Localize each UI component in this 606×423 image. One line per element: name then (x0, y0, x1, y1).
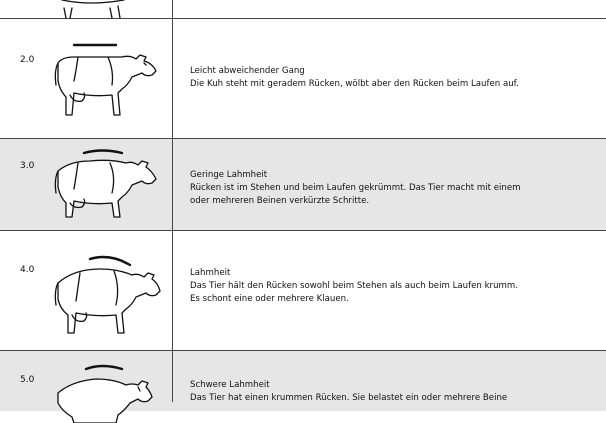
description-score-4 (190, 267, 518, 307)
description-score-3 (190, 169, 521, 209)
cow-strongly-arched-back-icon (52, 363, 152, 423)
description-line: Rücken ist im Stehen und beim Laufen gekrümmt. Das Tier macht mit einem (190, 183, 521, 194)
table-row-score-5 (0, 351, 606, 411)
description-line: Das Tier hält den Rücken sowohl beim Stehen als auch beim Laufen krumm. (190, 281, 519, 292)
table-row-score-4 (0, 231, 606, 351)
description-score-5 (190, 379, 507, 405)
column-divider (172, 0, 173, 402)
table-row-score-1 (0, 0, 606, 19)
description-title: Geringe Lahmheit (190, 170, 268, 180)
cow-partial-icon (60, 0, 130, 20)
description-title: Lahmheit (190, 268, 231, 278)
description-line: oder mehreren Beinen verkürzte Schritte. (190, 196, 370, 207)
score-label: 2.0 (20, 55, 35, 65)
description-score-2 (190, 65, 519, 91)
description-line: Es schont eine oder mehrere Klauen. (190, 294, 349, 305)
table-row-score-3 (0, 139, 606, 231)
score-label: 3.0 (20, 161, 35, 171)
score-label: 4.0 (20, 265, 35, 275)
table-row-score-2 (0, 19, 606, 139)
description-title: Leicht abweichender Gang (190, 66, 305, 76)
cow-straight-back-icon (52, 41, 160, 119)
cow-arched-back-icon (50, 253, 162, 339)
description-line: Die Kuh steht mit geradem Rücken, wölbt aber den Rücken beim Laufen auf. (190, 79, 519, 90)
description-line: Das Tier hat einen krummen Rücken. Sie belastet ein oder mehrere Beine (190, 393, 508, 404)
cow-slightly-arched-back-icon (50, 147, 160, 221)
description-title: Schwere Lahmheit (190, 380, 270, 390)
score-label: 5.0 (20, 375, 35, 385)
